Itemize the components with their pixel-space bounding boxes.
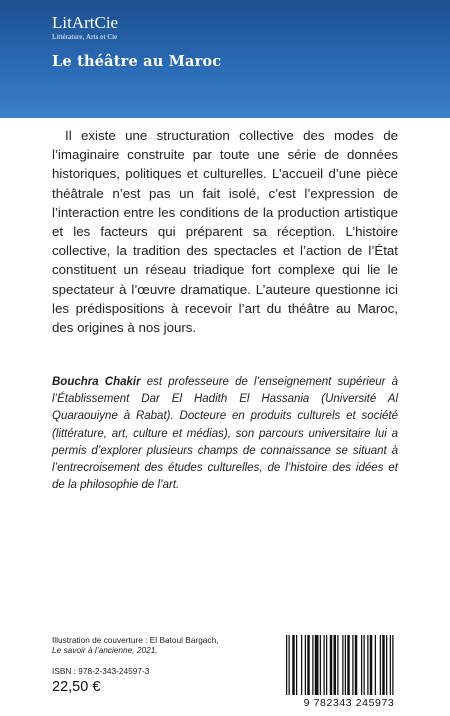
- header-band: [0, 0, 450, 118]
- author-bio-text: est professeure de l’enseignement supérieur à l’Établissement Dar El Hadith El Hassania (Université Al Quaraouiyne à Rabat). Docteure en produits culturels et société (littérature, art, culture et médias), son parcours universitaire lui a permis d’explorer plusieurs champs de connaissance se situant à l’entrecroisement des études culturelles, de l’histoire des idées et de la philosophie de l’art.: [52, 376, 398, 492]
- cover-credits: [52, 635, 219, 655]
- publisher-logo: [52, 14, 118, 42]
- publisher-tagline: Littérature, Arts et Cie: [52, 33, 118, 41]
- book-title: Le théâtre au Maroc: [52, 53, 222, 70]
- author-bio: [52, 374, 398, 494]
- isbn: ISBN : 978-2-343-24597-3: [52, 666, 150, 676]
- summary-text: Il existe une structuration collective des modes de l’imaginaire construite par toute une série de données historiques, politiques et culturelles. L’accueil d’une pièce théâtrale n’est pas un fait isolé, c’est l’expression de l’interaction entre les conditions de la production artistique et les facteurs qui préparent sa réception. L’histoire collective, la tradition des spectacles et l’action de l’État constituent un réseau triadique fort complexe qui lie le spectateur à l’œuvre dramatique. L’auteure questionne ici les prédispositions à recevoir l’art du théâtre au Maroc, des origines à nos jours.: [52, 128, 398, 336]
- barcode-digits: 9 782343 245973: [303, 697, 395, 709]
- barcode-box: [278, 631, 420, 713]
- cover-credit-work: Le savoir à l’ancienne, 2021.: [52, 645, 158, 656]
- price: 22,50 €: [52, 679, 101, 695]
- publisher-name: LitArtCie: [52, 13, 119, 32]
- author-name: Bouchra Chakir: [52, 376, 141, 388]
- barcode: [286, 635, 412, 697]
- cover-credit-line: Illustration de couverture : El Batoul Bargach,: [52, 635, 219, 645]
